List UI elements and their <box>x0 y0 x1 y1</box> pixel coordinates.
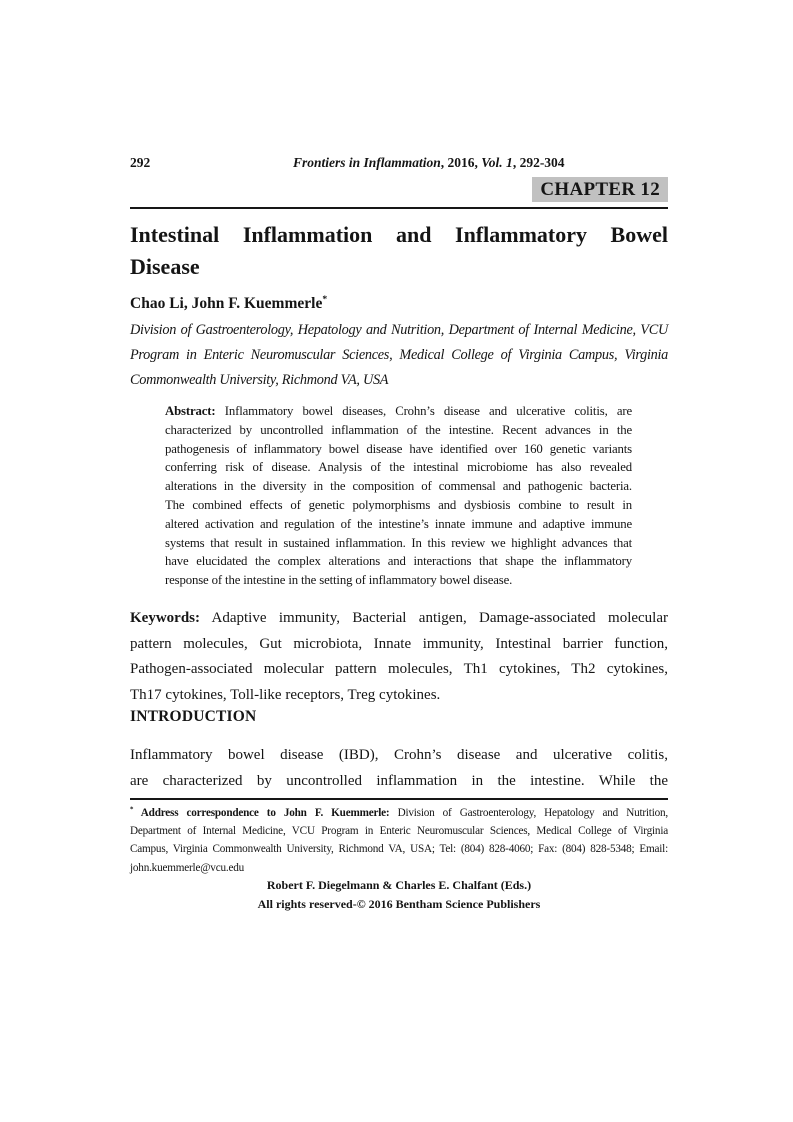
chapter-badge: CHAPTER 12 <box>532 177 668 202</box>
editors-line: Robert F. Diegelmann & Charles E. Chalfant (Eds.) <box>266 878 532 892</box>
affiliation: Division of Gastroenterology, Hepatology and Nutrition, Department of Internal Medicine, VCU Program in Enteric Neuromuscular Sciences, Medical College of Virginia Campus, Virginia Commonwealth University, Richmond VA, USA <box>130 322 668 388</box>
keywords-paragraph: Keywords: Adaptive immunity, Bacterial antigen, Damage-associated molecular pattern molecules, Gut microbiota, Innate immunity, Intestinal barrier function, Pathogen-associated molecular pattern molecules, Th1 cytokines, Th2 cytokines, Th17 cytokines, Toll-like receptors, Treg cytokines. <box>130 610 668 703</box>
chapter-title: Intestinal Inflammation and Inflammatory Bowel Disease <box>130 222 668 279</box>
page-number: 292 <box>130 155 151 170</box>
correspondence-footnote: * Address correspondence to John F. Kuemmerle: Division of Gastroenterology, Hepatology and Nutrition, Department of Internal Medicine, VCU Program in Enteric Neuromuscular Sciences, Medical College of Virginia Campus, Virginia Commonwealth University, Richmond VA, USA; Tel: (804) 828-4060; Fax: (804) 828-5348; Email: john.kuemmerle@vcu.edu <box>130 805 669 874</box>
publisher-block <box>130 876 668 913</box>
introduction-paragraph: Inflammatory bowel disease (IBD), Crohn’s disease and ulcerative colitis, are characterized by uncontrolled inflammation in the intestine. While the <box>130 747 668 789</box>
journal-reference: Frontiers in Inflammation, 2016, Vol. 1, 292-304 <box>293 155 565 170</box>
introduction-heading: INTRODUCTION <box>130 708 257 725</box>
header-rule <box>130 207 668 209</box>
copyright-line: All rights reserved-© 2016 Bentham Science Publishers <box>257 896 541 911</box>
abstract-paragraph: Abstract: Inflammatory bowel diseases, Crohn’s disease and ulcerative colitis, are characterized by uncontrolled inflammation of the intestine. Recent advances in the pathogenesis of inflammatory bowel disease have identified over 160 genetic variants conferring risk of disease. Analysis of the intestinal microbiome has also revealed alterations in the diversity in the composition of commensal and pathogenic bacteria. The combined effects of genetic polymorphisms and dysbiosis combine to result in altered activation and regulation of the intestine’s innate immune and adaptive immune systems that result in sustained inflammation. In this review we highlight advances that have elucidated the complex alterations and interactions that shape the inflammatory response of the intestine in the setting of inflammatory bowel disease. <box>165 404 632 588</box>
authors-line: Chao Li, John F. Kuemmerle* <box>130 293 328 312</box>
running-head <box>130 155 668 173</box>
footnote-rule <box>130 798 668 800</box>
